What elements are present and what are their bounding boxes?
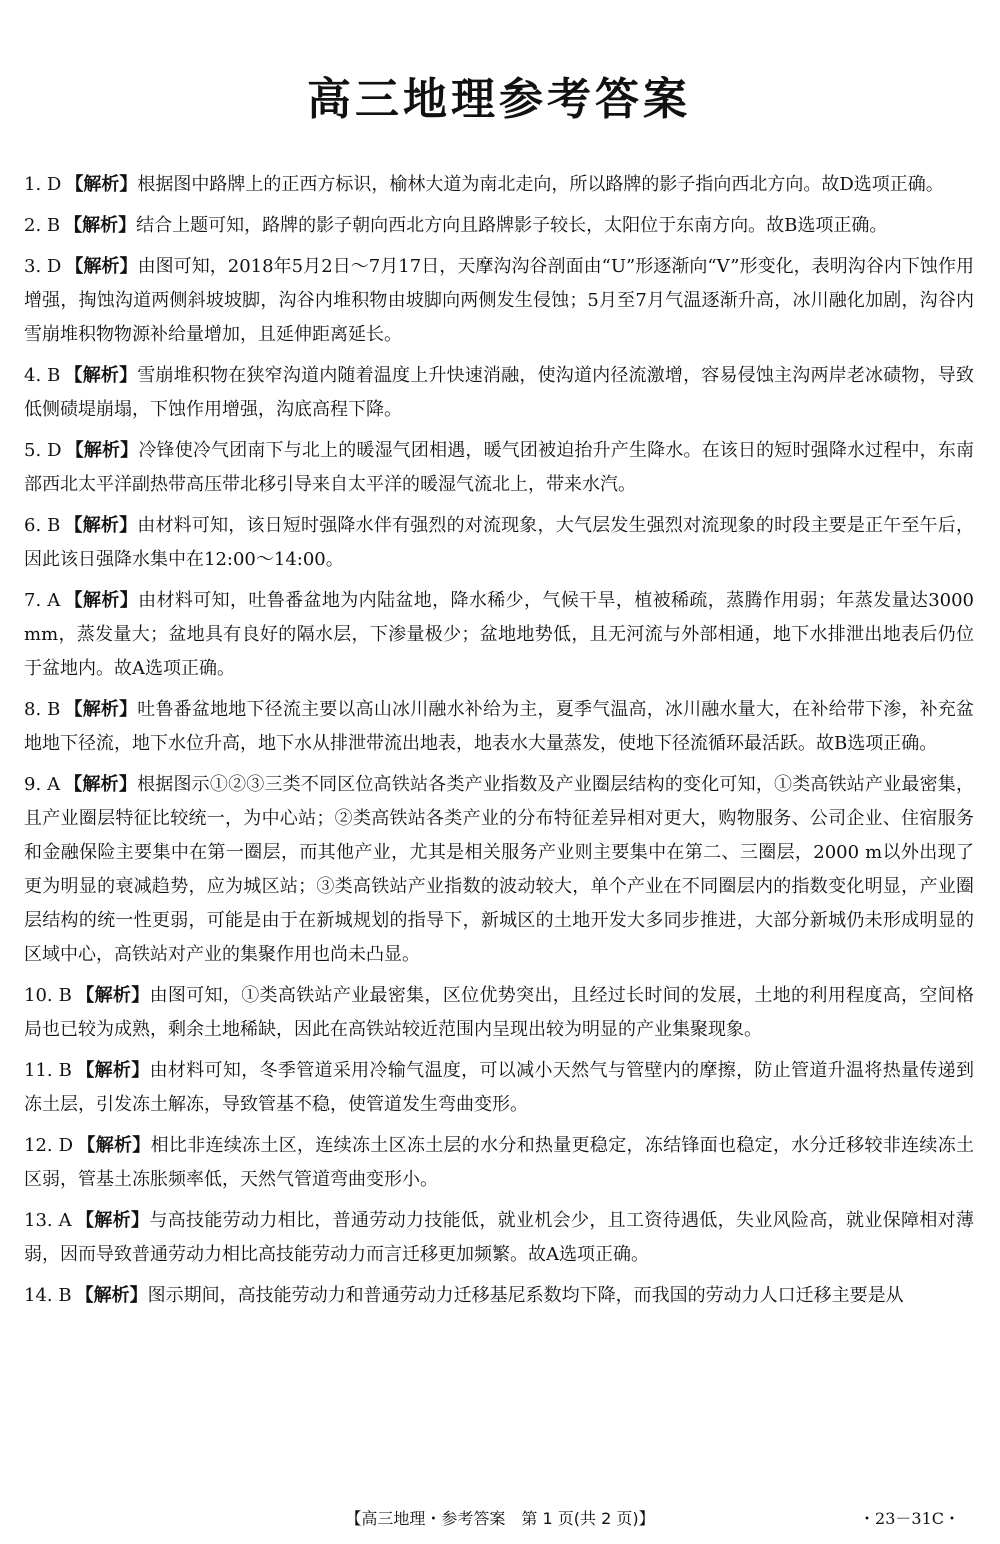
answer-explanation: 吐鲁番盆地地下径流主要以高山冰川融水补给为主，夏季气温高，冰川融水量大，在补给带下渗，补充盆地地下径流，地下水位升高，地下水从排泄带流出地表，地表水大量蒸发，使地下径流循环最活跃。故B选项正确。 bbox=[24, 699, 975, 754]
answer-number: 12. D bbox=[24, 1135, 74, 1156]
answer-explanation: 图示期间，高技能劳动力和普通劳动力迁移基尼系数均下降，而我国的劳动力人口迁移主要是从 bbox=[147, 1285, 904, 1306]
answer-item bbox=[24, 1204, 974, 1272]
analysis-tag: 【解析】 bbox=[64, 590, 139, 611]
answer-number: 14. B bbox=[24, 1285, 72, 1306]
analysis-tag: 【解析】 bbox=[64, 774, 138, 795]
answer-list bbox=[24, 168, 974, 1320]
answer-explanation: 结合上题可知，路牌的影子朝向西北方向且路牌影子较长，太阳位于东南方向。故B选项正确。 bbox=[136, 215, 888, 236]
page-title: 高三地理参考答案 bbox=[307, 74, 691, 125]
answer-item bbox=[24, 768, 974, 972]
answer-item bbox=[24, 250, 974, 352]
analysis-tag: 【解析】 bbox=[65, 440, 139, 461]
answer-number: 8. B bbox=[24, 699, 61, 720]
answer-number: 13. A bbox=[24, 1210, 72, 1231]
answer-number: 11. B bbox=[24, 1060, 72, 1081]
answer-number: 3. D bbox=[24, 256, 62, 277]
answer-explanation: 与高技能劳动力相比，普通劳动力技能低，就业机会少，且工资待遇低，失业风险高，就业保障相对薄弱，因而导致普通劳动力相比高技能劳动力而言迁移更加频繁。故A选项正确。 bbox=[24, 1210, 974, 1265]
answer-item bbox=[24, 979, 974, 1047]
answer-number: 1. D bbox=[24, 174, 62, 195]
answer-explanation: 相比非连续冻土区，连续冻土区冻土层的水分和热量更稳定，冻结锋面也稳定，水分迁移较非连续冻土区弱，管基土冻胀频率低，天然气管道弯曲变形小。 bbox=[24, 1135, 975, 1190]
footer-doc-code: ・23－31C・ bbox=[859, 1509, 960, 1528]
answer-item bbox=[24, 1054, 974, 1122]
answer-number: 5. D bbox=[24, 440, 62, 461]
analysis-tag: 【解析】 bbox=[64, 365, 138, 386]
answer-explanation: 根据图中路牌上的正西方标识，榆林大道为南北走向，所以路牌的影子指向西北方向。故D选项正确。 bbox=[137, 174, 944, 195]
answer-explanation: 根据图示①②③三类不同区位高铁站各类产业指数及产业圈层结构的变化可知，①类高铁站产业最密集，且产业圈层特征比较统一，为中心站；②类高铁站各类产业的分布特征差异相对更大，购物服务、公司企业、住宿服务和金融保险主要集中在第一圈层，而其他产业，尤其是相关服务产业则主要集中在第二、三圈层，2000 m以外出现了更为明显的衰减趋势，应为城区站；③类高铁站产业指数的波动较大，单个产业在不同圈层内的指数变化明显，产业圈层结构的统一性更弱，可能是由于在新城规划的指导下，新城区的土地开发大多同步推进，大部分新城仍未形成明显的区域中心，高铁站对产业的集聚作用也尚未凸显。 bbox=[24, 774, 974, 965]
answer-number: 6. B bbox=[24, 515, 61, 536]
analysis-tag: 【解析】 bbox=[64, 215, 137, 236]
answer-explanation: 雪崩堆积物在狭窄沟道内随着温度上升快速消融，使沟道内径流激增，容易侵蚀主沟两岸老冰碛物，导致低侧碛堤崩塌，下蚀作用增强，沟底高程下降。 bbox=[24, 365, 975, 420]
analysis-tag: 【解析】 bbox=[75, 1060, 150, 1081]
analysis-tag: 【解析】 bbox=[75, 1285, 148, 1306]
footer-page-info: 【高三地理・参考答案 第 1 页(共 2 页)】 bbox=[345, 1509, 655, 1528]
analysis-tag: 【解析】 bbox=[64, 699, 138, 720]
answer-number: 9. A bbox=[24, 774, 61, 795]
answer-item bbox=[24, 509, 974, 577]
analysis-tag: 【解析】 bbox=[75, 1210, 150, 1231]
analysis-tag: 【解析】 bbox=[65, 256, 138, 277]
analysis-tag: 【解析】 bbox=[64, 515, 138, 536]
analysis-tag: 【解析】 bbox=[75, 985, 150, 1006]
answer-number: 2. B bbox=[24, 215, 61, 236]
answer-item bbox=[24, 434, 974, 502]
answer-item bbox=[24, 1129, 974, 1197]
answer-item bbox=[24, 359, 974, 427]
answer-number: 4. B bbox=[24, 365, 61, 386]
answer-explanation: 由材料可知，吐鲁番盆地为内陆盆地，降水稀少，气候干旱，植被稀疏，蒸腾作用弱；年蒸发量达3000 mm，蒸发量大；盆地具有良好的隔水层，下渗量极少；盆地地势低，且无河流与外部相通，地下水排泄出地表后仍位于盆地内。故A选项正确。 bbox=[24, 590, 975, 679]
answer-item bbox=[24, 693, 974, 761]
analysis-tag: 【解析】 bbox=[77, 1135, 151, 1156]
answer-item bbox=[24, 168, 974, 202]
answer-explanation: 冷锋使冷气团南下与北上的暖湿气团相遇，暖气团被迫抬升产生降水。在该日的短时强降水过程中，东南部西北太平洋副热带高压带北移引导来自太平洋的暖湿气流北上，带来水汽。 bbox=[24, 440, 975, 495]
answer-item bbox=[24, 209, 974, 243]
page-footer bbox=[0, 1504, 1000, 1534]
answer-item bbox=[24, 1279, 974, 1313]
answer-explanation: 由图可知，①类高铁站产业最密集，区位优势突出，且经过长时间的发展，土地的利用程度高，空间格局也已较为成熟，剩余土地稀缺，因此在高铁站较近范围内呈现出较为明显的产业集聚现象。 bbox=[24, 985, 975, 1040]
analysis-tag: 【解析】 bbox=[65, 174, 138, 195]
answer-number: 7. A bbox=[24, 590, 61, 611]
answer-number: 10. B bbox=[24, 985, 72, 1006]
answer-explanation: 由图可知，2018年5月2日～7月17日，天摩沟沟谷剖面由“U”形逐渐向“V”形变化，表明沟谷内下蚀作用增强，掏蚀沟道两侧斜坡坡脚，沟谷内堆积物由坡脚向两侧发生侵蚀；5月至7月气温逐渐升高，冰川融化加剧，沟谷内雪崩堆积物物源补给量增加，且延伸距离延长。 bbox=[24, 256, 975, 345]
answer-item bbox=[24, 584, 974, 686]
answer-explanation: 由材料可知，冬季管道采用冷输气温度，可以减小天然气与管壁内的摩擦，防止管道升温将热量传递到冻土层，引发冻土解冻，导致管基不稳，使管道发生弯曲变形。 bbox=[24, 1060, 975, 1115]
answer-explanation: 由材料可知，该日短时强降水伴有强烈的对流现象，大气层发生强烈对流现象的时段主要是正午至午后，因此该日强降水集中在12:00～14:00。 bbox=[24, 515, 975, 570]
